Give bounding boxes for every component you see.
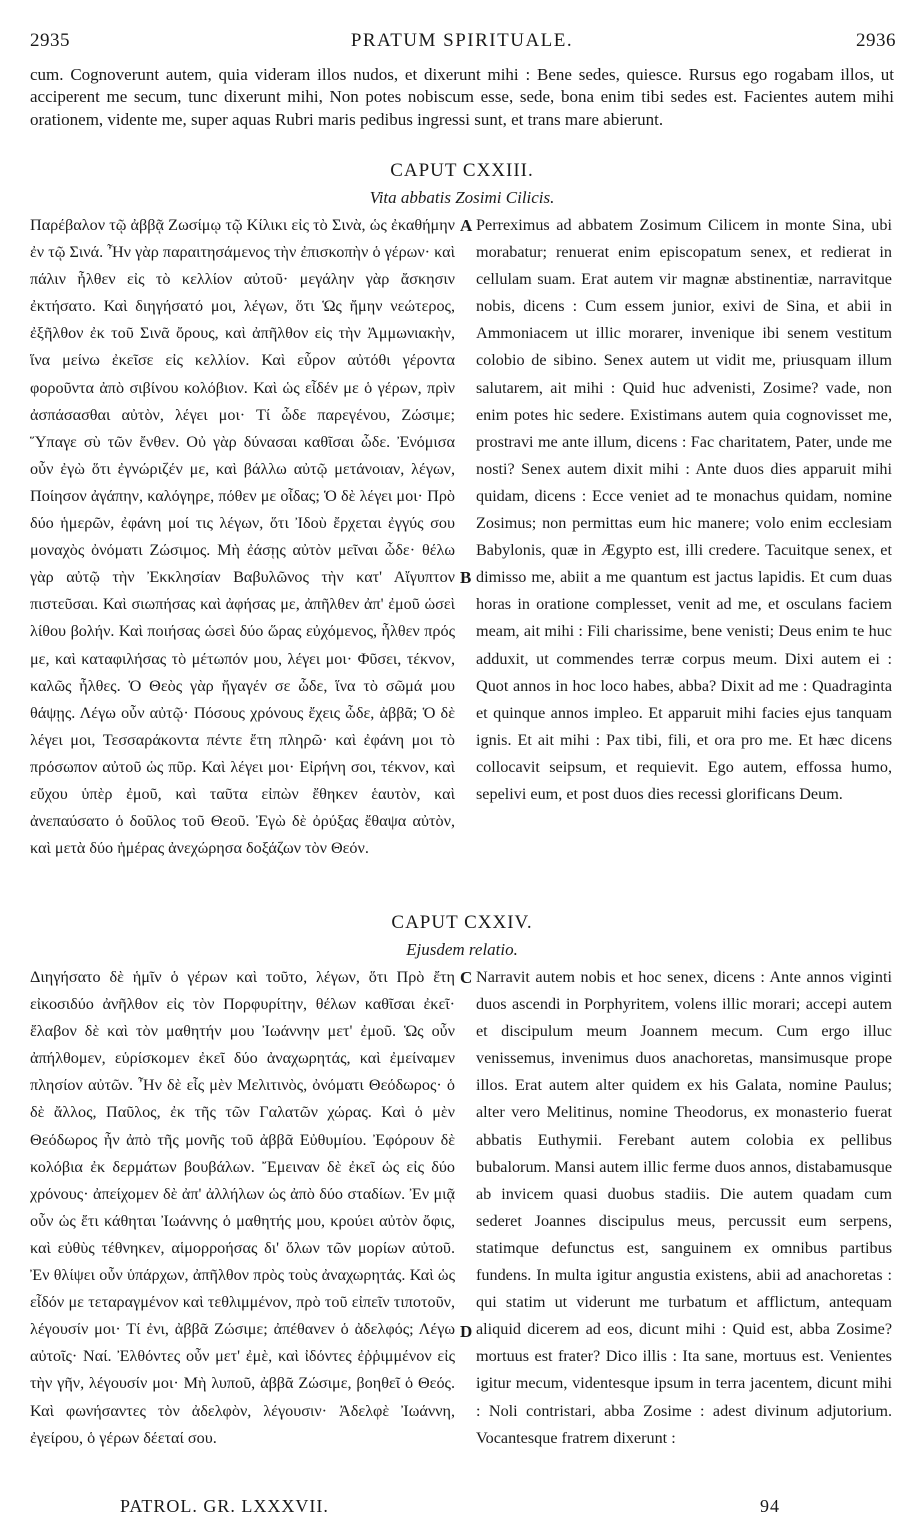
- chapter-124-latin-text: [476, 964, 892, 1492]
- page-header: [0, 30, 924, 60]
- chapter-124-heading: CAPUT CXXIV.: [391, 912, 533, 933]
- margin-marker-d: D: [460, 1322, 473, 1341]
- chapter-123-subtitle: Vita abbatis Zosimi Cilicis.: [369, 188, 555, 207]
- intro-latin-paragraph: cum. Cognoverunt autem, quia videram illos nudos, et dixerunt mihi : Bene sedes, quiesce. Rursus ego rogabam illos, ut acciperent me secum, tunc dixerunt mihi, Non potes nobiscum esse, sede, bona enim tibi sedes est. Facientes autem mihi orationem, vidente me, super aquas Rubri maris pedibus ingressi sunt, et trans mare abierunt.: [30, 65, 894, 129]
- footer-signature: 94: [760, 1496, 780, 1516]
- latin-paragraph: Narravit autem nobis et hoc senex, dicens : Ante annos viginti duos ascendi in Porphyritem, volens illic morari; accepi autem et discipulum meum Joannem mecum. Cum ergo illuc venissemus, invenimus duos anachoretas, mansimusque prope illos. Erat autem alter quidem ex his Galata, nomine Paulus; alter vero Melitinus, nomine Theodorus, ex monasterio fuerat abbatis Euthymii. Ferebant autem colobia ex pellibus bubalorum. Mansi autem illic ferme duos annos, distabamusque ab invicem quasi duobus stadiis. Die autem quadam cum sederet Joannes discipulus meus, percussit eum serpens, statimque defunctus est, sanguinem ex omnibus partibus fundens. In multa igitur angustia existens, abii ad anachoretas : qui statim ut viderunt me turbatum et afflictum, antequam aliquid dicerem ad eos, dicunt mihi : Quid est, abba Zosime? mortuus est frater? Dico illis : Ita sane, mortuus est. Venientes igitur mecum, videntesque ipsum in terra jacentem, dicunt mihi : Noli contristari, abba Zosime : adest divinum adjutorium. Vocantesque fratrem dixerunt :: [476, 968, 892, 1447]
- greek-paragraph: Διηγήσατο δὲ ἡμῖν ὁ γέρων καὶ τοῦτο, λέγων, ὅτι Πρὸ ἔτη εἰκοσιδύο ἀνῆλθον εἰς τὸν Πορφυρίτην, θέλων καθῖσαι ἐκεῖ· ἔλαβον δὲ καὶ τὸν μαθητήν μου Ἰωάννην μετ' ἐμοῦ. Ὡς οὖν ἀπήλθομεν, εὑρίσκομεν ἐκεῖ δύο ἀναχωρητάς, καὶ ἐμείναμεν πλησίον αὐτῶν. Ἦν δὲ εἷς μὲν Μελιτινὸς, ὀνόματι Θεόδωρος· ὁ δὲ ἄλλος, Παῦλος, ἐκ τῆς τῶν Γαλατῶν χώρας. Καὶ ὁ μὲν Θεόδωρος ἦν ἀπὸ τῆς μονῆς τοῦ ἀββᾶ Εὐθυμίου. Ἐφόρουν δὲ κολόβια ἐκ δερμάτων βουβάλων. Ἔμειναν δὲ ἐκεῖ ὡς εἰς δύο χρόνους· ἀπείχομεν δὲ ἀπ' ἀλλήλων ὡς ἀπὸ δύο σταδίων. Ἐν μιᾷ οὖν ὡς ἔτι κάθηται Ἰωάννης ὁ μαθητής μου, κρούει αὐτὸν ὄφις, καὶ εὐθὺς τέθνηκεν, αἱμορροήσας δι' ὅλων τῶν μορίων αὐτοῦ. Ἐν θλίψει οὖν ὑπάρχων, ἀπῆλθον πρὸς τοὺς ἀναχωρητάς. Καὶ ὡς εἶδόν με τεταραγμένον καὶ τεθλιμμένον, πρὸ τοῦ εἰπεῖν τιποτοῦν, λέγουσίν μοι· Τί ἐνι, ἀββᾶ Ζώσιμε; ἀπέθανεν ὁ ἀδελφός; Λέγω αὐτοῖς· Ναί. Ἐλθόντες οὖν μετ' ἐμὲ, καὶ ἰδόντες ἐῤῥιμμένον εἰς τὴν γῆν, λέγουσίν μοι· Μὴ λυποῦ, ἀββᾶ Ζώσιμε, βοηθεῖ ὁ Θεός. Καὶ φωνήσαντες τὸν ἀδελφὸν, λέγουσιν· Ἀδελφὲ Ἰωάννη, ἐγείρου, ὁ γέρων δέεταί σου.: [30, 968, 455, 1447]
- chapter-124-subtitle: Ejusdem relatio.: [406, 940, 518, 959]
- chapter-124-greek-text: [30, 964, 455, 1492]
- chapter-123-greek-text: [30, 212, 455, 910]
- margin-marker-a: A: [460, 216, 473, 235]
- page-number-left: 2935: [30, 30, 70, 51]
- chapter-123-heading: CAPUT CXXIII.: [390, 160, 534, 181]
- margin-marker-c: C: [460, 968, 473, 987]
- footer-series: PATROL. GR. LXXXVII.: [120, 1496, 329, 1516]
- margin-marker-b: B: [460, 568, 472, 587]
- greek-paragraph: Παρέβαλον τῷ ἀββᾷ Ζωσίμῳ τῷ Κίλικι εἰς τὸ Σινὰ, ὡς ἐκαθήμην ἐν τῷ Σινά. Ἦν γὰρ παραιτησάμενος τὴν ἐπισκοπὴν ὁ γέρων· καὶ πάλιν ἦλθεν εἰς τὸ κελλίον αὐτοῦ· μεγάλην γὰρ ἄσκησιν ἐκτήσατο. Καὶ διηγήσατό μοι, λέγων, ὅτι Ὡς ἤμην νεώτερος, ἐξῆλθον ἐκ τοῦ Σινᾶ ὄρους, καὶ ἀπῆλθον εἰς τὴν Ἀμμωνιακὴν, ἵνα μείνω ἐκεῖσε εἰς κελλίον. Καὶ εὗρον αὐτόθι γέροντα φοροῦντα ἀπὸ σιβίνου κολόβιον. Καὶ ὡς εἶδέν με ὁ γέρων, πρὶν ἀσπάσασθαι αὐτὸν, λέγει μοι· Τί ὧδε παρεγένου, Ζώσιμε; Ὕπαγε σὺ τῶν ἔνθεν. Οὐ γὰρ δύνασαι καθῖσαι ὧδε. Ἐνόμισα οὖν ἐγὼ ὅτι ἐγνώριζέν με, καὶ βάλλω αὐτῷ μετάνοιαν, λέγων, Ποίησον ἀγάπην, καλόγηρε, πόθεν με οἶδας; Ὁ δὲ λέγει μοι· Πρὸ δύο ἡμερῶν, ἐφάνη μοί τις λέγων, ὅτι Ἰδοὺ ἔρχεται ἐγγύς σου μοναχὸς ὀνόματι Ζώσιμος. Μὴ ἐάσῃς αὐτὸν μεῖναι ὧδε· θέλω γὰρ αὐτῷ τὴν Ἐκκλησίαν Βαβυλῶνος τὴν κατ' Αἴγυπτον πιστεῦσαι. Καὶ σιωπήσας καὶ ἀφήσας με, ἀπῆλθεν ἀπ' ἐμοῦ ὡσεὶ λίθου βολήν. Καὶ ποιήσας ὡσεὶ δύο ὥρας εὐχόμενος, ἦλθεν πρός με, καὶ καταφιλήσας τὸ μέτωπόν μου, λέγει μοι· Φῦσει, τέκνον, καλῶς ἦλθες. Ὁ Θεὸς γὰρ ἤγαγέν σε ὧδε, ἵνα τὸ σῶμά μου θάψῃς. Λέγω οὖν αὐτῷ· Πόσους χρόνους ἔχεις ὧδε, ἀββᾶ; Ὁ δὲ λέγει μοι, Τεσσαράκοντα πέντε ἔτη πληρῶ· καὶ ἐφάνη μοι τὸ πρόσωπον αὐτοῦ ὡς πῦρ. Καὶ λέγει μοι· Εἰρήνη σοι, τέκνον, καὶ εὔχου ὑπὲρ ἐμοῦ, καὶ ταῦτα εἰπὼν ἔθηκεν ἑαυτὸν, καὶ ἀνεπαύσατο ὁ δοῦλος τοῦ Θεοῦ. Ἐγὼ δὲ ὀρύξας ἔθαψα αὐτὸν, καὶ μετὰ δύο ἡμέρας ἀνεχώρησα δοξάζων τὸν Θεόν.: [30, 216, 455, 858]
- running-title: PRATUM SPIRITUALE.: [350, 30, 574, 51]
- chapter-123-latin-text: [476, 212, 892, 862]
- page-number-right: 2936: [856, 30, 896, 51]
- latin-paragraph: Perreximus ad abbatem Zosimum Cilicem in monte Sina, ubi morabatur; renuerat enim episcopatum senex, et redierat in cellulam suam. Erat autem vir magnæ abstinentiæ, narravitque nobis, dicens : Cum essem junior, exivi de Sina, et abii in Ammoniacem ut illic morarer, invenique ibi senem vestitum colobio de sibino. Senex autem ut vidit me, priusquam illum salutarem, ait mihi : Quid huc advenisti, Zosime? vade, non enim potes hic sedere. Existimans autem quia cognovisset me, prostravi me ante illum, dicens : Fac charitatem, Pater, unde me nosti? Senex autem dixit mihi : Ante duos dies apparuit mihi quidam, dicens : Ecce veniet ad te monachus quidam, nomine Zosimus; non permittas eum hic manere; volo enim ecclesiam Babylonis, quæ in Ægypto est, illi credere. Tacuitque senex, et dimisso me, abiit a me quantum est jactus lapidis. Et cum duas horas in oratione complesset, venit ad me, et osculans faciem meam, ait mihi : Fili charissime, bene venisti; Deus enim te huc adduxit, ut commendes terræ corpus meum. Dixi autem ei : Quot annos in hoc loco habes, abba? Dixit ad me : Quadraginta et quinque annos impleo. Et apparuit mihi facies ejus tanquam ignis. Et ait mihi : Pax tibi, fili, et ora pro me. Et hæc dicens collocavit seipsum, et requievit. Ego autem, effossa humo, sepelivi eum, et post duos dies recessi glorificans Deum.: [476, 216, 892, 803]
